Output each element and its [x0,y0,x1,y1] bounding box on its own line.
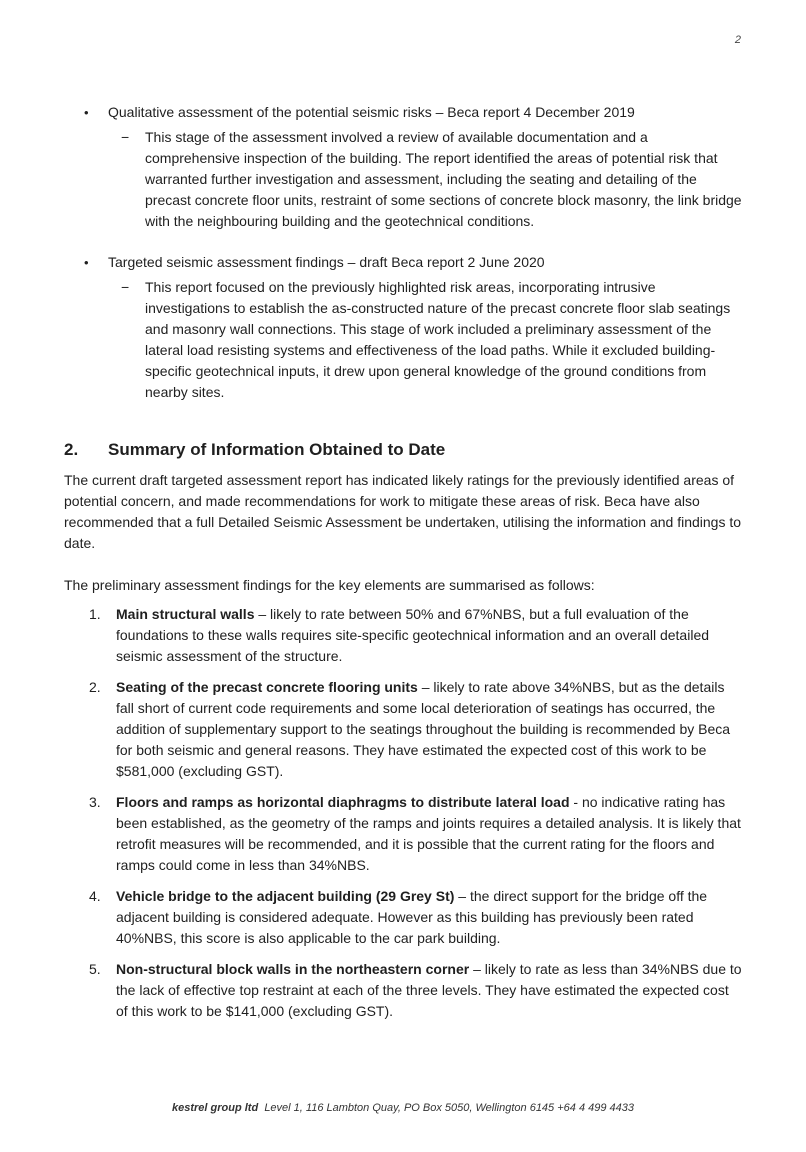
list-item-text: - no indicative rating has been established, as the geometry of the ramps and joints requires a detailed analysis. It is likely that retrofit measures will be recommended, and it is possible that the current rating for the floors and ramps could come in less than 34%NBS. [116,794,741,873]
section-heading [64,439,744,460]
list-item-title: Main structural walls [116,606,255,622]
list-item [64,959,744,1022]
list-number: 2. [89,679,101,695]
sub-item-text: This stage of the assessment involved a review of available documentation and a comprehensive inspection of the building. The report identified the areas of potential risk that warranted further investigation and assessment, including the seating and detailing of the precast concrete floor units, restraint of some sections of concrete block masonry, the link bridge with the neighbouring building and the geotechnical conditions. [145,129,742,229]
section-number: 2. [64,440,79,459]
sub-item-text: This report focused on the previously highlighted risk areas, incorporating intrusive investigations to establish the as-constructed nature of the precast concrete floor slab seatings and masonry wall connections. This stage of work included a preliminary assessment of the lateral load resisting systems and effectiveness of the load paths. While it excluded building-specific geotechnical inputs, it drew upon general knowledge of the ground conditions from nearby sites. [145,279,731,400]
document-body [64,102,744,1032]
list-number: 1. [89,606,101,622]
bullet-text: Targeted seismic assessment findings – draft Beca report 2 June 2020 [108,254,545,270]
list-item-text: – likely to rate between 50% and 67%NBS, but a full evaluation of the foundations to these walls requires site-specific geotechnical information and an overall detailed seismic assessment of the structure. [116,606,710,664]
list-item [64,886,744,949]
list-item-text: – likely to rate as less than 34%NBS due to the lack of effective top restraint at each of the three levels. They have estimated the expected cost of this work to be $141,000 (excluding GST). [116,961,742,1019]
dash-icon: − [121,279,130,295]
list-item [64,677,744,782]
list-item [64,792,744,876]
page-number: 2 [734,34,741,46]
footer-company: kestrel group ltd [172,1102,259,1114]
sub-item [64,277,744,403]
list-item-title: Floors and ramps as horizontal diaphragms to distribute lateral load [116,794,570,810]
list-number: 4. [89,888,101,904]
paragraph: The preliminary assessment findings for the key elements are summarised as follows: [64,577,595,593]
list-number: 5. [89,961,101,977]
paragraph: The current draft targeted assessment report has indicated likely ratings for the previously identified areas of potential concern, and made recommendations for work to mitigate these areas of risk. Beca have also recommended that a full Detailed Seismic Assessment be undertaken, utilising the information and findings to date. [64,472,742,551]
footer-address: Level 1, 116 Lambton Quay, PO Box 5050, Wellington 6145 +64 4 499 4433 [264,1102,634,1114]
section-title: Summary of Information Obtained to Date [108,440,446,459]
dash-icon: − [121,129,130,145]
list-item-text: – the direct support for the bridge off the adjacent building is considered adequate. However as this building has previously been rated 40%NBS, this score is also applicable to the car park building. [116,888,708,946]
bullet-text: Qualitative assessment of the potential seismic risks – Beca report 4 December 2019 [108,104,635,120]
list-number: 3. [89,794,101,810]
list-item-title: Non-structural block walls in the northeastern corner [116,961,470,977]
list-item-text: – likely to rate above 34%NBS, but as the details fall short of current code requirements and some local deterioration of seatings has occurred, the addition of supplementary support to the seatings throughout the building is recommended by Beca for both seismic and general reasons. They have estimated the expected cost of this work to be $581,000 (excluding GST). [116,679,731,779]
list-item-title: Vehicle bridge to the adjacent building (29 Grey St) [116,888,455,904]
bullet-item [64,102,744,123]
bullet-icon: • [84,255,89,270]
list-item-title: Seating of the precast concrete flooring units [116,679,418,695]
bullet-icon: • [84,105,89,120]
bullet-item [64,252,744,273]
page-footer [0,1102,806,1114]
sub-item [64,127,744,232]
list-item [64,604,744,667]
